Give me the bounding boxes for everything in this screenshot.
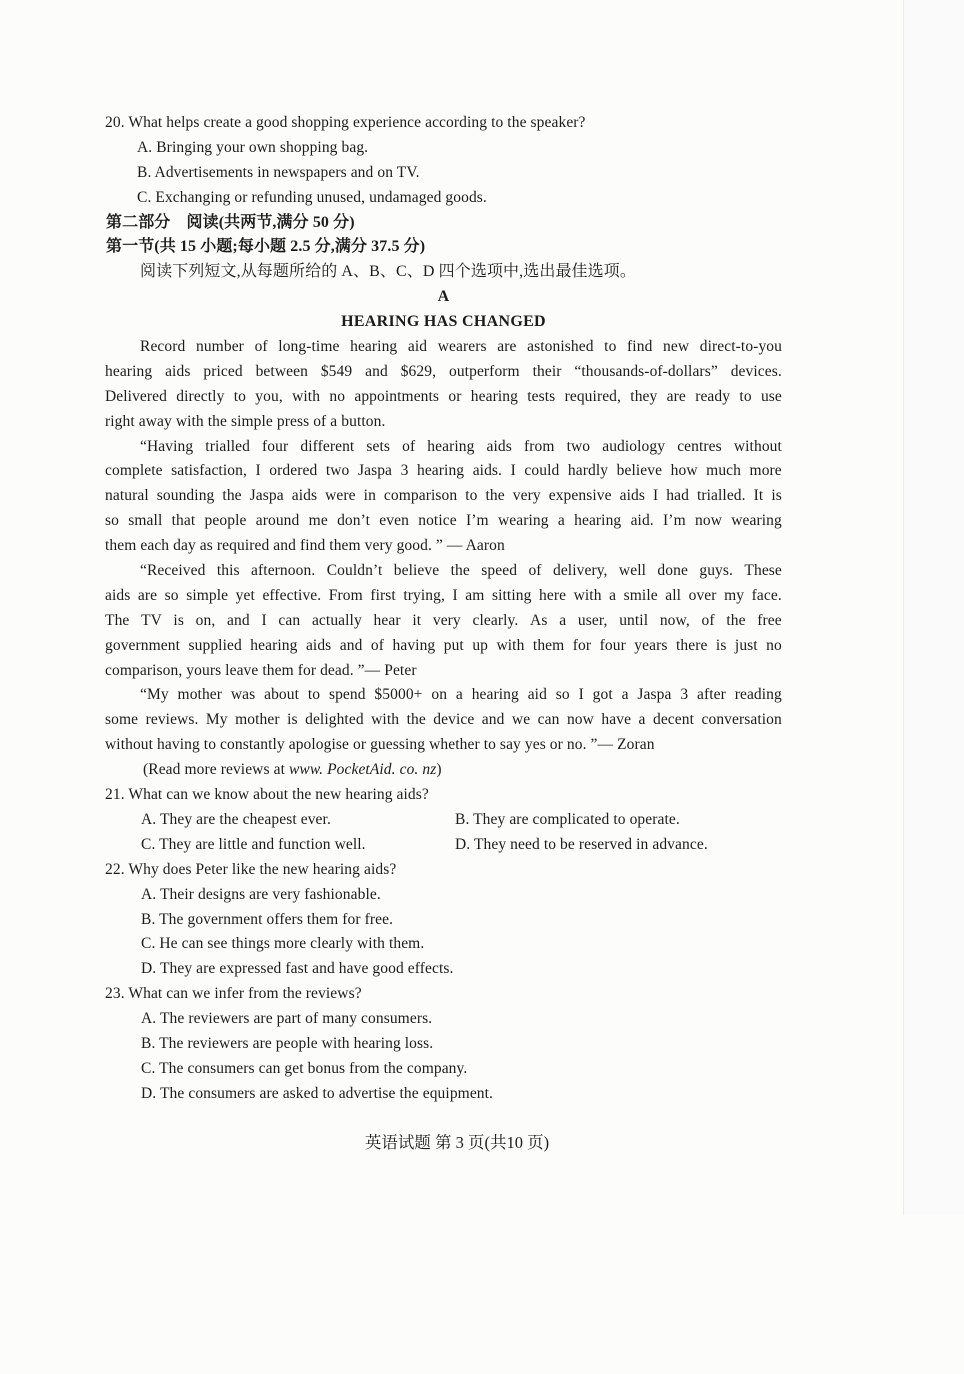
part-heading: 第二部分 阅读(共两节,满分 50 分) <box>106 213 355 231</box>
question-23-option-b: B. The reviewers are people with hearing loss. <box>141 1034 434 1052</box>
question-23-option-d: D. The consumers are asked to advertise the equipment. <box>141 1084 494 1102</box>
scan-edge-strip <box>903 0 964 1374</box>
question-22-option-a: A. Their designs are very fashionable. <box>141 885 381 903</box>
paragraph-4-line-1: “My mother was about to spend $5000+ on a hearing aid so I got a Jaspa 3 after reading <box>140 686 782 704</box>
paragraph-1-line-3: Delivered directly to you, with no appointments or hearing tests required, they are ready to use <box>105 387 782 405</box>
question-23-option-a: A. The reviewers are part of many consumers. <box>141 1010 433 1028</box>
question-23-option-c: C. The consumers can get bonus from the company. <box>141 1059 468 1077</box>
reviews-source-note <box>105 758 782 783</box>
subsection-heading: 第一节(共 15 小题;每小题 2.5 分,满分 37.5 分) <box>106 238 426 256</box>
paragraph-4-line-3: without having to constantly apologise or guessing whether to say yes or no. ”— Zoran <box>105 736 655 754</box>
question-21-option-d: D. They need to be reserved in advance. <box>455 835 708 853</box>
source-suffix: ) <box>436 761 442 779</box>
question-21-stem: 21. What can we know about the new hearing aids? <box>105 786 429 804</box>
paragraph-3-line-1: “Received this afternoon. Couldn’t believe the speed of delivery, well done guys. These <box>140 562 782 580</box>
paragraph-1-line-4: right away with the simple press of a button. <box>105 412 386 430</box>
question-21-options-row-2 <box>105 833 782 858</box>
source-prefix: (Read more reviews at <box>143 761 289 779</box>
question-23-stem: 23. What can we infer from the reviews? <box>105 985 362 1003</box>
page-footer: 英语试题 第 3 页(共10 页) <box>364 1133 550 1152</box>
paragraph-4-line-2: some reviews. My mother is delighted with the device and we can now have a decent conversation <box>105 711 782 729</box>
question-21-option-b: B. They are complicated to operate. <box>455 810 680 828</box>
passage-letter: A <box>437 288 450 306</box>
section-instruction: 阅读下列短文,从每题所给的 A、B、C、D 四个选项中,选出最佳选项。 <box>140 263 636 281</box>
paragraph-2-line-2: complete satisfaction, I ordered two Jaspa 3 hearing aids. I could hardly believe how much more <box>105 462 782 480</box>
paragraph-2-line-5: them each day as required and find them very good. ” — Aaron <box>105 537 505 555</box>
page-content <box>105 111 782 1107</box>
question-20-option-a: A. Bringing your own shopping bag. <box>137 138 369 156</box>
paragraph-2-line-1: “Having trialled four different sets of hearing aids from two audiology centres without <box>140 437 782 455</box>
paragraph-1-line-1: Record number of long-time hearing aid wearers are astonished to find new direct-to-you <box>140 338 782 356</box>
paragraph-3-line-4: government supplied hearing aids and of having put up with them for four years there is just no <box>105 636 782 654</box>
paragraph-3-line-5: comparison, yours leave them for dead. ”— Peter <box>105 661 417 679</box>
passage-title: HEARING HAS CHANGED <box>341 313 546 331</box>
question-21-option-a: A. They are the cheapest ever. <box>141 810 331 828</box>
question-21-options-row-1 <box>105 808 782 833</box>
question-20-option-b: B. Advertisements in newspapers and on TV. <box>137 163 420 181</box>
question-22-option-b: B. The government offers them for free. <box>141 910 394 928</box>
question-22-option-c: C. He can see things more clearly with them. <box>141 935 425 953</box>
question-22-option-d: D. They are expressed fast and have good effects. <box>141 960 454 978</box>
source-url: www. PocketAid. co. nz <box>288 761 437 779</box>
question-20-stem: 20. What helps create a good shopping experience according to the speaker? <box>105 114 586 131</box>
paragraph-2-line-4: so small that people around me don’t even notice I’m wearing a hearing aid. I’m now wearing <box>105 512 782 530</box>
question-20-option-c: C. Exchanging or refunding unused, undamaged goods. <box>137 188 487 206</box>
question-21-option-c: C. They are little and function well. <box>141 835 366 853</box>
question-22-stem: 22. Why does Peter like the new hearing aids? <box>105 860 397 878</box>
paragraph-1-line-2: hearing aids priced between $549 and $629, outperform their “thousands-of-dollars” devices. <box>105 362 782 380</box>
paragraph-3-line-2: aids are so simple yet effective. From first trying, I am sitting here with a smile all over my face. <box>105 586 782 604</box>
paragraph-2-line-3: natural sounding the Jaspa aids were in comparison to the very expensive aids I had trialled. It is <box>105 487 782 505</box>
paragraph-3-line-3: The TV is on, and I can actually hear it very clearly. As a user, until now, of the free <box>105 611 782 629</box>
scan-edge-bottom <box>903 1215 964 1374</box>
